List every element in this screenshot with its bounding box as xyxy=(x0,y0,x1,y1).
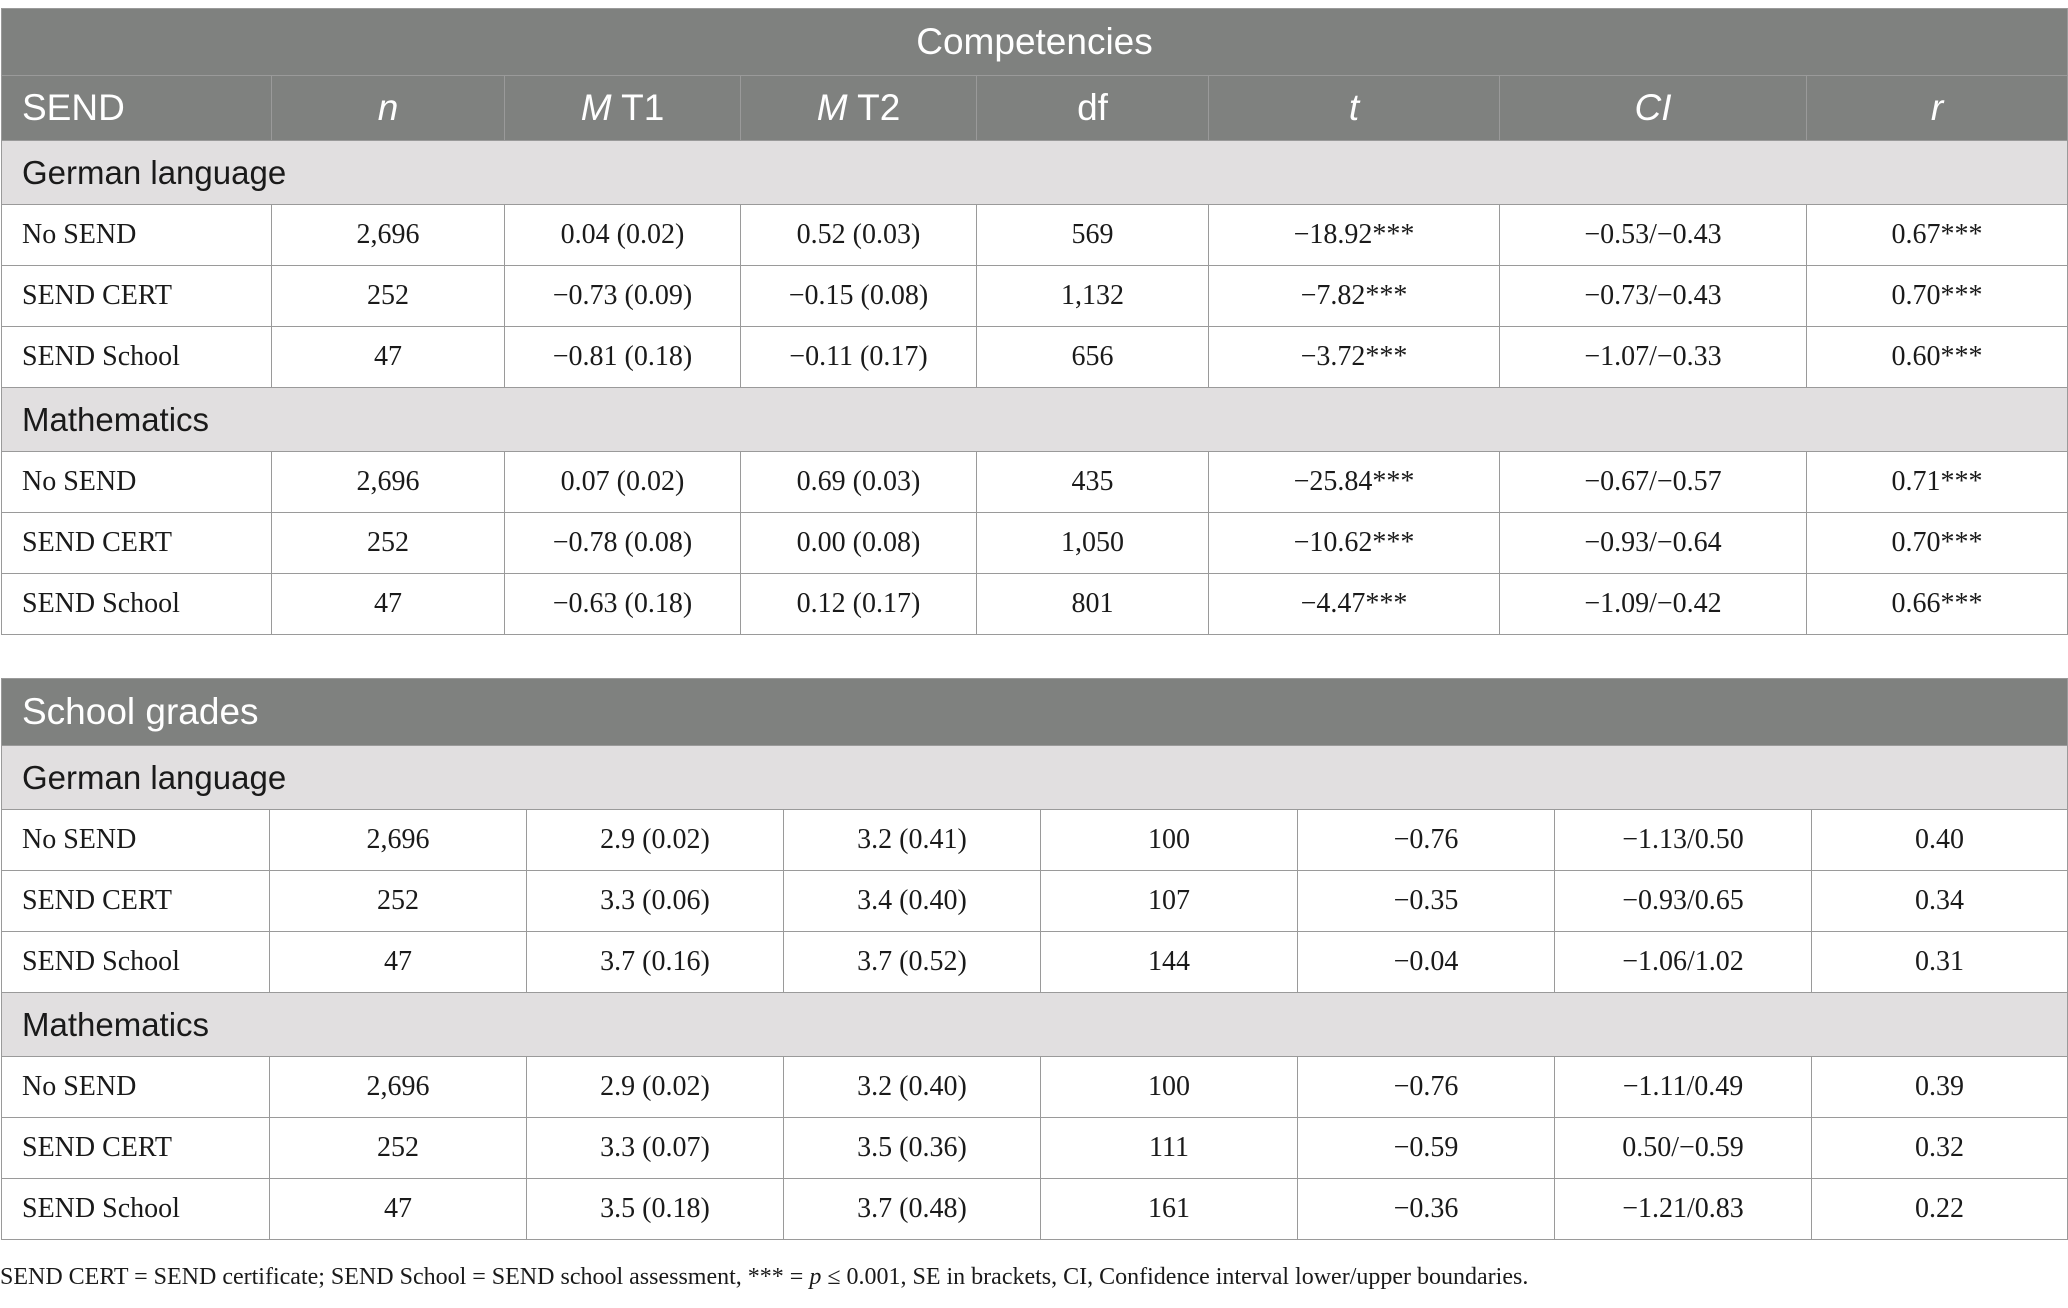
table-cell: 47 xyxy=(272,327,505,388)
competencies-table xyxy=(1,8,2068,635)
table-cell: 0.39 xyxy=(1812,1057,2068,1118)
table-cell: 0.69 (0.03) xyxy=(741,452,977,513)
table-cell: 435 xyxy=(977,452,1209,513)
table-cell: SEND CERT xyxy=(2,266,272,327)
table-cell: 0.70*** xyxy=(1807,513,2068,574)
section-row xyxy=(2,993,2068,1057)
table-cell: SEND School xyxy=(2,327,272,388)
column-header-6 xyxy=(1500,76,1807,141)
table-cell: −1.21/0.83 xyxy=(1555,1179,1812,1240)
table-cell: 100 xyxy=(1041,810,1298,871)
table-cell: 0.04 (0.02) xyxy=(505,205,741,266)
table-cell: 47 xyxy=(270,1179,527,1240)
column-header-label: CI xyxy=(1634,87,1672,128)
table-cell: −1.09/−0.42 xyxy=(1500,574,1807,635)
table-cell: 100 xyxy=(1041,1057,1298,1118)
table-cell: SEND CERT xyxy=(2,513,272,574)
table-cell: 0.60*** xyxy=(1807,327,2068,388)
column-header-2 xyxy=(505,76,741,141)
table-cell: −10.62*** xyxy=(1209,513,1500,574)
table-cell: SEND CERT xyxy=(2,1118,270,1179)
column-header-label: r xyxy=(1930,87,1944,128)
column-header-1 xyxy=(272,76,505,141)
table-cell: 0.70*** xyxy=(1807,266,2068,327)
table-cell: No SEND xyxy=(2,810,270,871)
table-row xyxy=(2,1118,2068,1179)
table-cell: 3.7 (0.48) xyxy=(784,1179,1041,1240)
table-cell: 0.12 (0.17) xyxy=(741,574,977,635)
table-cell: −7.82*** xyxy=(1209,266,1500,327)
table-cell: SEND CERT xyxy=(2,871,270,932)
table-row xyxy=(2,871,2068,932)
table-cell: 252 xyxy=(270,871,527,932)
table-cell: 0.52 (0.03) xyxy=(741,205,977,266)
competencies-title: Competencies xyxy=(2,9,2068,76)
table-cell: 656 xyxy=(977,327,1209,388)
table-cell: 0.31 xyxy=(1812,932,2068,993)
table-cell: 2,696 xyxy=(270,1057,527,1118)
table-cell: −0.93/0.65 xyxy=(1555,871,1812,932)
school-grades-body xyxy=(2,746,2068,1240)
table-cell: −25.84*** xyxy=(1209,452,1500,513)
table-cell: 2.9 (0.02) xyxy=(527,1057,784,1118)
table-cell: 1,050 xyxy=(977,513,1209,574)
table-cell: No SEND xyxy=(2,452,272,513)
table-cell: 161 xyxy=(1041,1179,1298,1240)
table-cell: 3.3 (0.07) xyxy=(527,1118,784,1179)
column-header-label: n xyxy=(377,87,399,128)
table-cell: 0.50/−0.59 xyxy=(1555,1118,1812,1179)
competencies-body xyxy=(2,141,2068,635)
table-cell: 111 xyxy=(1041,1118,1298,1179)
table-cell: −0.35 xyxy=(1298,871,1555,932)
table-cell: 1,132 xyxy=(977,266,1209,327)
column-header-label: df xyxy=(1077,87,1108,128)
table-row xyxy=(2,810,2068,871)
table-cell: 2.9 (0.02) xyxy=(527,810,784,871)
column-header-row xyxy=(2,76,2068,141)
column-header-suffix: T1 xyxy=(611,87,665,128)
table-cell: 252 xyxy=(272,513,505,574)
table-cell: −0.81 (0.18) xyxy=(505,327,741,388)
table-cell: 3.4 (0.40) xyxy=(784,871,1041,932)
footnote-p: p xyxy=(809,1264,822,1290)
table-cell: 3.2 (0.40) xyxy=(784,1057,1041,1118)
column-header-label: M xyxy=(816,87,848,128)
table-cell: 2,696 xyxy=(270,810,527,871)
table-cell: −3.72*** xyxy=(1209,327,1500,388)
table-footnote xyxy=(0,1264,1528,1291)
section-label: Mathematics xyxy=(2,993,2068,1057)
table-row xyxy=(2,574,2068,635)
table-cell: −0.76 xyxy=(1298,1057,1555,1118)
table-row xyxy=(2,205,2068,266)
table-cell: 252 xyxy=(270,1118,527,1179)
column-header-label: t xyxy=(1348,87,1360,128)
table-row xyxy=(2,266,2068,327)
table-cell: 3.7 (0.52) xyxy=(784,932,1041,993)
table-cell: −1.13/0.50 xyxy=(1555,810,1812,871)
table-cell: −1.07/−0.33 xyxy=(1500,327,1807,388)
table-cell: 0.67*** xyxy=(1807,205,2068,266)
column-header-label: SEND xyxy=(22,87,125,128)
table-cell: 2,696 xyxy=(272,452,505,513)
column-header-suffix: T2 xyxy=(847,87,901,128)
table-cell: 3.2 (0.41) xyxy=(784,810,1041,871)
school-grades-table xyxy=(1,678,2068,1240)
table-cell: −0.63 (0.18) xyxy=(505,574,741,635)
table-cell: 3.5 (0.36) xyxy=(784,1118,1041,1179)
section-label: German language xyxy=(2,746,2068,810)
table-cell: SEND School xyxy=(2,574,272,635)
table-cell: −0.04 xyxy=(1298,932,1555,993)
section-label: Mathematics xyxy=(2,388,2068,452)
table-cell: 252 xyxy=(272,266,505,327)
table-cell: SEND School xyxy=(2,932,270,993)
table-cell: 0.22 xyxy=(1812,1179,2068,1240)
table-cell: SEND School xyxy=(2,1179,270,1240)
table-cell: −0.76 xyxy=(1298,810,1555,871)
column-header-7 xyxy=(1807,76,2068,141)
table-cell: 569 xyxy=(977,205,1209,266)
table-cell: −0.73 (0.09) xyxy=(505,266,741,327)
table-cell: −1.06/1.02 xyxy=(1555,932,1812,993)
column-header-4 xyxy=(977,76,1209,141)
table-cell: 47 xyxy=(270,932,527,993)
column-header-3 xyxy=(741,76,977,141)
table-cell: 0.34 xyxy=(1812,871,2068,932)
table-cell: −0.93/−0.64 xyxy=(1500,513,1807,574)
table-cell: 3.7 (0.16) xyxy=(527,932,784,993)
table-cell: −0.73/−0.43 xyxy=(1500,266,1807,327)
section-label: German language xyxy=(2,141,2068,205)
school-grades-title-row xyxy=(2,679,2068,746)
table-cell: −0.53/−0.43 xyxy=(1500,205,1807,266)
column-header-0 xyxy=(2,76,272,141)
table-cell: 3.3 (0.06) xyxy=(527,871,784,932)
table-cell: 144 xyxy=(1041,932,1298,993)
section-row xyxy=(2,141,2068,205)
table-cell: 3.5 (0.18) xyxy=(527,1179,784,1240)
table-cell: No SEND xyxy=(2,1057,270,1118)
table-cell: 0.07 (0.02) xyxy=(505,452,741,513)
table-row xyxy=(2,1057,2068,1118)
table-cell: −0.59 xyxy=(1298,1118,1555,1179)
table-cell: 107 xyxy=(1041,871,1298,932)
table-cell: −0.36 xyxy=(1298,1179,1555,1240)
table-row xyxy=(2,327,2068,388)
footnote-after: ≤ 0.001, SE in brackets, CI, Confidence interval lower/upper boundaries. xyxy=(821,1264,1529,1290)
table-cell: 2,696 xyxy=(272,205,505,266)
footnote-before: SEND CERT = SEND certificate; SEND School = SEND school assessment, *** = xyxy=(0,1264,810,1290)
column-header-5 xyxy=(1209,76,1500,141)
table-cell: −1.11/0.49 xyxy=(1555,1057,1812,1118)
table-cell: 0.00 (0.08) xyxy=(741,513,977,574)
table-cell: 801 xyxy=(977,574,1209,635)
table-cell: −0.15 (0.08) xyxy=(741,266,977,327)
table-cell: −18.92*** xyxy=(1209,205,1500,266)
table-row xyxy=(2,1179,2068,1240)
section-row xyxy=(2,388,2068,452)
table-cell: No SEND xyxy=(2,205,272,266)
table-row xyxy=(2,932,2068,993)
table-cell: −0.67/−0.57 xyxy=(1500,452,1807,513)
table-cell: 47 xyxy=(272,574,505,635)
table-cell: −4.47*** xyxy=(1209,574,1500,635)
table-cell: −0.78 (0.08) xyxy=(505,513,741,574)
table-cell: 0.32 xyxy=(1812,1118,2068,1179)
school-grades-title: School grades xyxy=(2,679,2068,746)
table-row xyxy=(2,513,2068,574)
column-header-label: M xyxy=(580,87,612,128)
table-cell: 0.71*** xyxy=(1807,452,2068,513)
table-cell: 0.40 xyxy=(1812,810,2068,871)
table-cell: 0.66*** xyxy=(1807,574,2068,635)
competencies-title-row xyxy=(2,9,2068,76)
table-row xyxy=(2,452,2068,513)
table-cell: −0.11 (0.17) xyxy=(741,327,977,388)
section-row xyxy=(2,746,2068,810)
